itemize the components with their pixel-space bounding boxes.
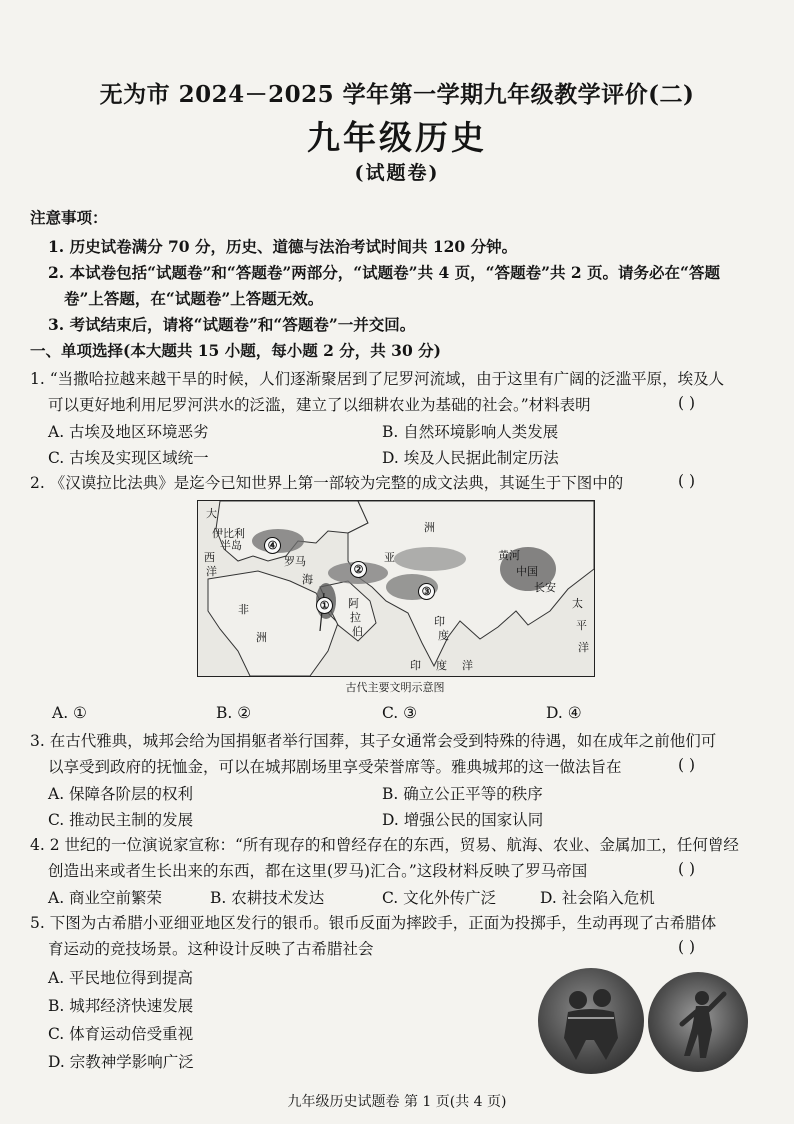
q1-option-c: C. 古埃及实现区域统一: [48, 449, 209, 467]
map-label: 半岛: [220, 539, 242, 552]
map-label: 罗马: [284, 555, 306, 568]
q1-stem-line2: 可以更好地利用尼罗河洪水的泛滥，建立了以细耕农业为基础的社会。”材料表明: [48, 396, 591, 414]
map-label: 中国: [516, 565, 538, 578]
map-label: 大: [206, 507, 217, 520]
map-label: 拉: [350, 611, 361, 624]
q3-stem-line1: 3. 在古代雅典，城邦会给为国捐躯者举行国葬，其子女通常会受到特殊的待遇，如在成年之前他们可: [30, 732, 717, 750]
notice-item-2: 2. 本试卷包括“试题卷”和“答题卷”两部分，“试题卷”共 4 页，“答题卷”共 2 页。请务必在“答题: [48, 263, 720, 282]
coin-obverse-thrower-image: [648, 972, 748, 1072]
q4-option-d: D. 社会陷入危机: [540, 889, 655, 907]
map-marker-2: ②: [350, 561, 367, 578]
q1-stem-line1: 1. “当撒哈拉越来越干旱的时候，人们逐渐聚居到了尼罗河流域，由于这里有广阔的泛滥平原，埃及人: [30, 370, 725, 388]
q4-option-b: B. 农耕技术发达: [210, 889, 325, 907]
q5-stem-line1: 5. 下图为古希腊小亚细亚地区发行的银币。银币反面为摔跤手，正面为投掷手，生动再现了古希腊体: [30, 914, 717, 932]
q2-stem-line1: 2. 《汉谟拉比法典》是迄今已知世界上第一部较为完整的成文法典，其诞生于下图中的: [30, 474, 624, 492]
notice-item-2-cont: 卷”上答题，在“试题卷”上答题无效。: [64, 289, 324, 308]
q3-option-b: B. 确立公正平等的秩序: [382, 785, 543, 803]
map-label: 度: [436, 659, 447, 672]
map-marker-4: ④: [264, 537, 281, 554]
exam-subject-title: 九年级历史: [307, 118, 487, 157]
map-label: 黄河: [498, 549, 520, 562]
q3-option-a: A. 保障各阶层的权利: [48, 785, 194, 803]
map-label: 洲: [424, 521, 435, 534]
map-label: 非: [238, 603, 249, 616]
q5-stem-line2: 育运动的竞技场景。这种设计反映了古希腊社会: [48, 940, 374, 958]
map-label: 平: [576, 619, 587, 632]
map-label: 洋: [578, 641, 589, 654]
q4-stem-line2: 创造出来或者生长出来的东西，都在这里(罗马)汇合。”这段材料反映了罗马帝国: [48, 862, 588, 880]
map-label: 伯: [352, 625, 363, 638]
q1-answer-blank: ( ): [678, 394, 696, 412]
exam-paper-type: (试题卷): [354, 162, 440, 184]
exam-title-line1: 无为市 2024－2025 学年第一学期九年级教学评价(二): [99, 81, 695, 108]
q1-option-b: B. 自然环境影响人类发展: [382, 423, 559, 441]
map-label: 伊比利: [212, 527, 245, 540]
q4-stem-line1: 4. 2 世纪的一位演说家宣称：“所有现存的和曾经存在的东西，贸易、航海、农业、金属加工，任何曾经: [30, 836, 739, 854]
map-label: 洋: [462, 659, 473, 672]
q5-option-d: D. 宗教神学影响广泛: [48, 1053, 194, 1071]
map-marker-3: ③: [418, 583, 435, 600]
coin-reverse-wrestlers-image: [538, 968, 644, 1074]
civilization-map: [197, 500, 595, 677]
map-label: 海: [302, 573, 313, 586]
q3-option-c: C. 推动民主制的发展: [48, 811, 194, 829]
q2-option-d: D. ④: [546, 704, 582, 722]
map-label: 阿: [348, 597, 359, 610]
map-label: 太: [572, 597, 583, 610]
q5-option-b: B. 城邦经济快速发展: [48, 997, 194, 1015]
section-heading: 一、单项选择(本大题共 15 小题，每小题 2 分，共 30 分): [30, 341, 441, 360]
q2-option-a: A. ①: [52, 704, 87, 722]
notice-heading: 注意事项：: [30, 208, 108, 227]
map-caption: 古代主要文明示意图: [345, 681, 445, 694]
map-label: 印: [434, 615, 445, 628]
map-label: 长安: [534, 581, 556, 594]
q2-option-b: B. ②: [216, 704, 252, 722]
q1-option-d: D. 埃及人民据此制定历法: [382, 449, 559, 467]
map-label: 洋: [206, 565, 217, 578]
q3-answer-blank: ( ): [678, 756, 696, 774]
q2-answer-blank: ( ): [678, 472, 696, 490]
q5-option-c: C. 体育运动倍受重视: [48, 1025, 194, 1043]
q4-option-a: A. 商业空前繁荣: [48, 889, 163, 907]
notice-item-3: 3. 考试结束后，请将“试题卷”和“答题卷”一并交回。: [48, 315, 416, 334]
map-marker-1: ①: [316, 597, 333, 614]
map-label: 印: [410, 659, 421, 672]
page-footer: 九年级历史试题卷 第 1 页(共 4 页): [287, 1094, 507, 1110]
map-label: 度: [438, 629, 449, 642]
map-label: 洲: [256, 631, 267, 644]
q4-answer-blank: ( ): [678, 860, 696, 878]
q3-option-d: D. 增强公民的国家认同: [382, 811, 544, 829]
map-label: 亚: [384, 551, 395, 564]
q3-stem-line2: 以享受到政府的抚恤金，可以在城邦剧场里享受荣誉席等。雅典城邦的这一做法旨在: [48, 758, 622, 776]
q1-option-a: A. 古埃及地区环境恶劣: [48, 423, 209, 441]
q5-option-a: A. 平民地位得到提高: [48, 969, 194, 987]
map-label: 西: [204, 551, 215, 564]
notice-item-1: 1. 历史试卷满分 70 分，历史、道德与法治考试时间共 120 分钟。: [48, 237, 518, 256]
q5-answer-blank: ( ): [678, 938, 696, 956]
q4-option-c: C. 文化外传广泛: [382, 889, 497, 907]
q2-option-c: C. ③: [382, 704, 418, 722]
